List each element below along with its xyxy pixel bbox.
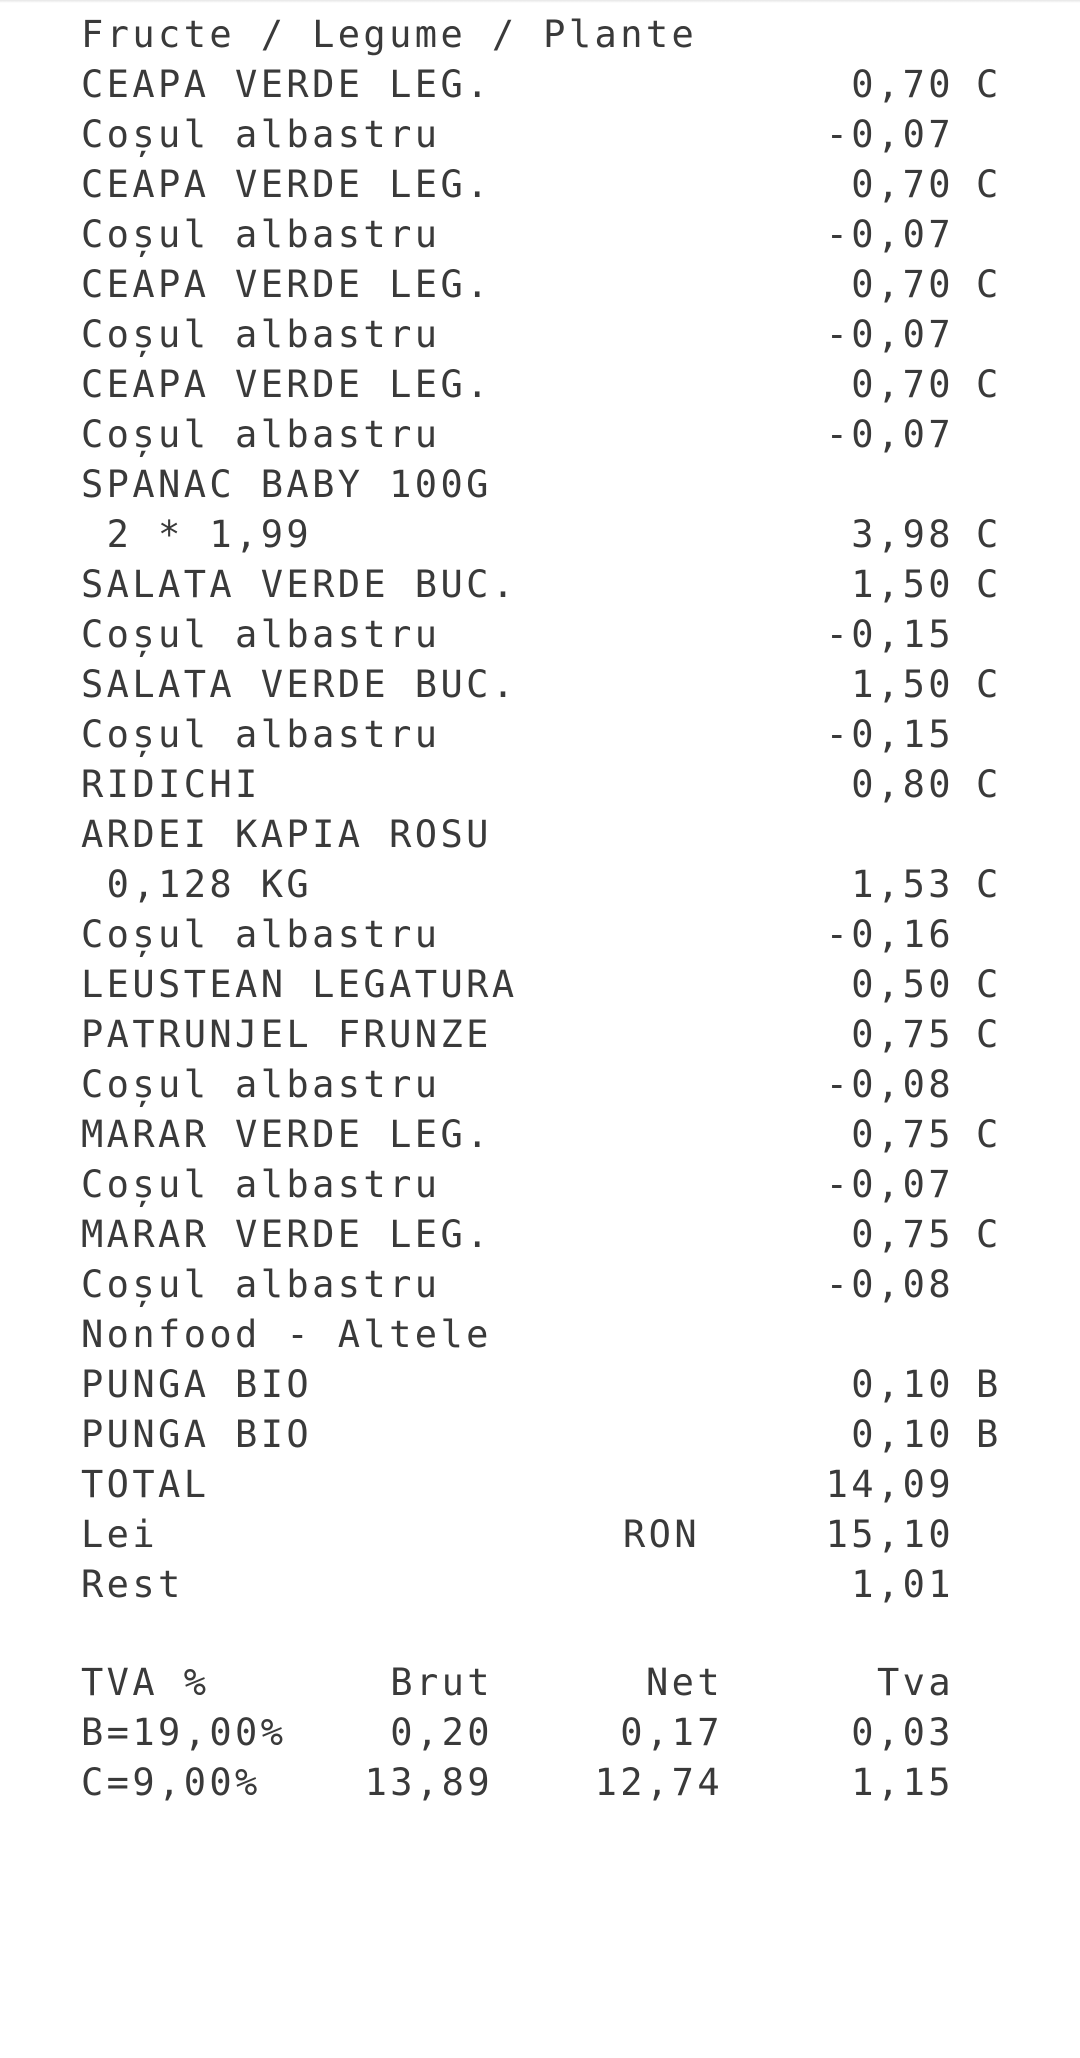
item-label: Coșul albastru	[81, 113, 441, 156]
item-label: PATRUNJEL FRUNZE	[81, 1013, 492, 1056]
receipt-top-edge	[0, 0, 1080, 3]
vat-tva: 1,15	[851, 1761, 954, 1804]
item-label: Coșul albastru	[81, 1263, 441, 1306]
receipt-line	[0, 210, 1080, 260]
section-label: Fructe / Legume / Plante	[81, 13, 698, 56]
vat-code: C	[976, 513, 1002, 556]
item-amount: -0,15	[825, 613, 954, 656]
item-amount: -0,07	[825, 413, 954, 456]
item-label: CEAPA VERDE LEG.	[81, 163, 492, 206]
receipt-line	[0, 1110, 1080, 1160]
vat-code: C	[976, 63, 1002, 106]
receipt-line	[0, 1060, 1080, 1110]
receipt-line	[0, 60, 1080, 110]
paid-amount: 15,10	[825, 1513, 954, 1556]
vat-brut: 13,89	[364, 1761, 493, 1804]
vat-table-row	[0, 1708, 1080, 1758]
vat-code: C	[976, 763, 1002, 806]
vat-net-header: Net	[645, 1661, 723, 1704]
item-label: PUNGA BIO	[81, 1413, 313, 1456]
item-amount: -0,16	[825, 913, 954, 956]
total-line	[0, 1460, 1080, 1510]
item-amount: 1,53	[851, 863, 954, 906]
vat-table-header	[0, 1658, 1080, 1708]
vat-code: C	[976, 363, 1002, 406]
vat-code: B	[976, 1413, 1002, 1456]
receipt-line	[0, 1010, 1080, 1060]
item-amount: -0,08	[825, 1263, 954, 1306]
item-label: Coșul albastru	[81, 1063, 441, 1106]
item-label: SALATA VERDE BUC.	[81, 563, 518, 606]
vat-code: C	[976, 863, 1002, 906]
item-amount: 0,70	[851, 63, 954, 106]
item-amount: 0,70	[851, 363, 954, 406]
receipt-line	[0, 1210, 1080, 1260]
item-amount: 0,75	[851, 1113, 954, 1156]
change-label: Rest	[81, 1563, 184, 1606]
section-label: Nonfood - Altele	[81, 1313, 492, 1356]
vat-code: C	[976, 963, 1002, 1006]
vat-tva: 0,03	[851, 1711, 954, 1754]
vat-brut-header: Brut	[390, 1661, 493, 1704]
vat-net: 12,74	[594, 1761, 723, 1804]
vat-code: C	[976, 1213, 1002, 1256]
item-label: Coșul albastru	[81, 213, 441, 256]
vat-rate-header: TVA %	[81, 1661, 210, 1704]
receipt-line	[0, 910, 1080, 960]
item-amount: 0,70	[851, 263, 954, 306]
vat-code: C	[976, 163, 1002, 206]
receipt-line	[0, 1360, 1080, 1410]
item-amount: 1,50	[851, 663, 954, 706]
receipt-line	[0, 960, 1080, 1010]
receipt-line	[0, 1160, 1080, 1210]
item-amount: 3,98	[851, 513, 954, 556]
item-label: ARDEI KAPIA ROSU	[81, 813, 492, 856]
receipt-line	[0, 460, 1080, 510]
item-amount: -0,07	[825, 1163, 954, 1206]
paid-line	[0, 1510, 1080, 1560]
vat-brut: 0,20	[390, 1711, 493, 1754]
item-label: PUNGA BIO	[81, 1363, 313, 1406]
item-amount: 1,50	[851, 563, 954, 606]
section-header-nonfood	[0, 1310, 1080, 1360]
receipt-line	[0, 710, 1080, 760]
receipt-line	[0, 310, 1080, 360]
item-label: CEAPA VERDE LEG.	[81, 363, 492, 406]
item-label: RIDICHI	[81, 763, 261, 806]
vat-code: C	[976, 1013, 1002, 1056]
vat-code: C	[976, 263, 1002, 306]
item-label: Coșul albastru	[81, 413, 441, 456]
item-label: Coșul albastru	[81, 913, 441, 956]
change-line	[0, 1560, 1080, 1610]
receipt-line	[0, 160, 1080, 210]
receipt-line	[0, 360, 1080, 410]
item-label: Coșul albastru	[81, 613, 441, 656]
vat-code: B	[976, 1363, 1002, 1406]
receipt-line	[0, 1260, 1080, 1310]
vat-net: 0,17	[620, 1711, 723, 1754]
vat-code: C	[976, 1113, 1002, 1156]
item-label: SPANAC BABY 100G	[81, 463, 492, 506]
item-label: CEAPA VERDE LEG.	[81, 263, 492, 306]
item-amount: -0,07	[825, 113, 954, 156]
item-label: MARAR VERDE LEG.	[81, 1213, 492, 1256]
item-amount: -0,07	[825, 313, 954, 356]
item-amount: -0,07	[825, 213, 954, 256]
section-header-food	[0, 10, 1080, 60]
item-amount: 0,10	[851, 1363, 954, 1406]
item-amount: -0,15	[825, 713, 954, 756]
receipt-line	[0, 560, 1080, 610]
item-amount: 0,50	[851, 963, 954, 1006]
item-label: 0,128 KG	[81, 863, 313, 906]
vat-rate: C=9,00%	[81, 1761, 261, 1804]
receipt-line	[0, 110, 1080, 160]
vat-code: C	[976, 563, 1002, 606]
item-label: MARAR VERDE LEG.	[81, 1113, 492, 1156]
vat-tva-header: Tva	[876, 1661, 954, 1704]
total-amount: 14,09	[825, 1463, 954, 1506]
item-amount: 0,75	[851, 1213, 954, 1256]
item-amount: -0,08	[825, 1063, 954, 1106]
item-label: Coșul albastru	[81, 713, 441, 756]
receipt-line	[0, 260, 1080, 310]
receipt-line	[0, 610, 1080, 660]
receipt-line	[0, 860, 1080, 910]
item-amount: 0,70	[851, 163, 954, 206]
vat-rate: B=19,00%	[81, 1711, 287, 1754]
item-label: Coșul albastru	[81, 313, 441, 356]
item-amount: 0,75	[851, 1013, 954, 1056]
item-amount: 0,80	[851, 763, 954, 806]
paid-label: Lei	[81, 1513, 159, 1556]
total-label: TOTAL	[81, 1463, 210, 1506]
item-amount: 0,10	[851, 1413, 954, 1456]
item-label: SALATA VERDE BUC.	[81, 663, 518, 706]
change-amount: 1,01	[851, 1563, 954, 1606]
receipt-line	[0, 1410, 1080, 1460]
item-label: CEAPA VERDE LEG.	[81, 63, 492, 106]
vat-table-row	[0, 1758, 1080, 1808]
item-label: Coșul albastru	[81, 1163, 441, 1206]
receipt-line	[0, 660, 1080, 710]
item-label: LEUSTEAN LEGATURA	[81, 963, 518, 1006]
receipt-line	[0, 510, 1080, 560]
receipt-line	[0, 760, 1080, 810]
item-label: 2 * 1,99	[81, 513, 313, 556]
vat-code: C	[976, 663, 1002, 706]
receipt-line	[0, 410, 1080, 460]
paid-currency: RON	[622, 1513, 700, 1556]
receipt-line	[0, 810, 1080, 860]
